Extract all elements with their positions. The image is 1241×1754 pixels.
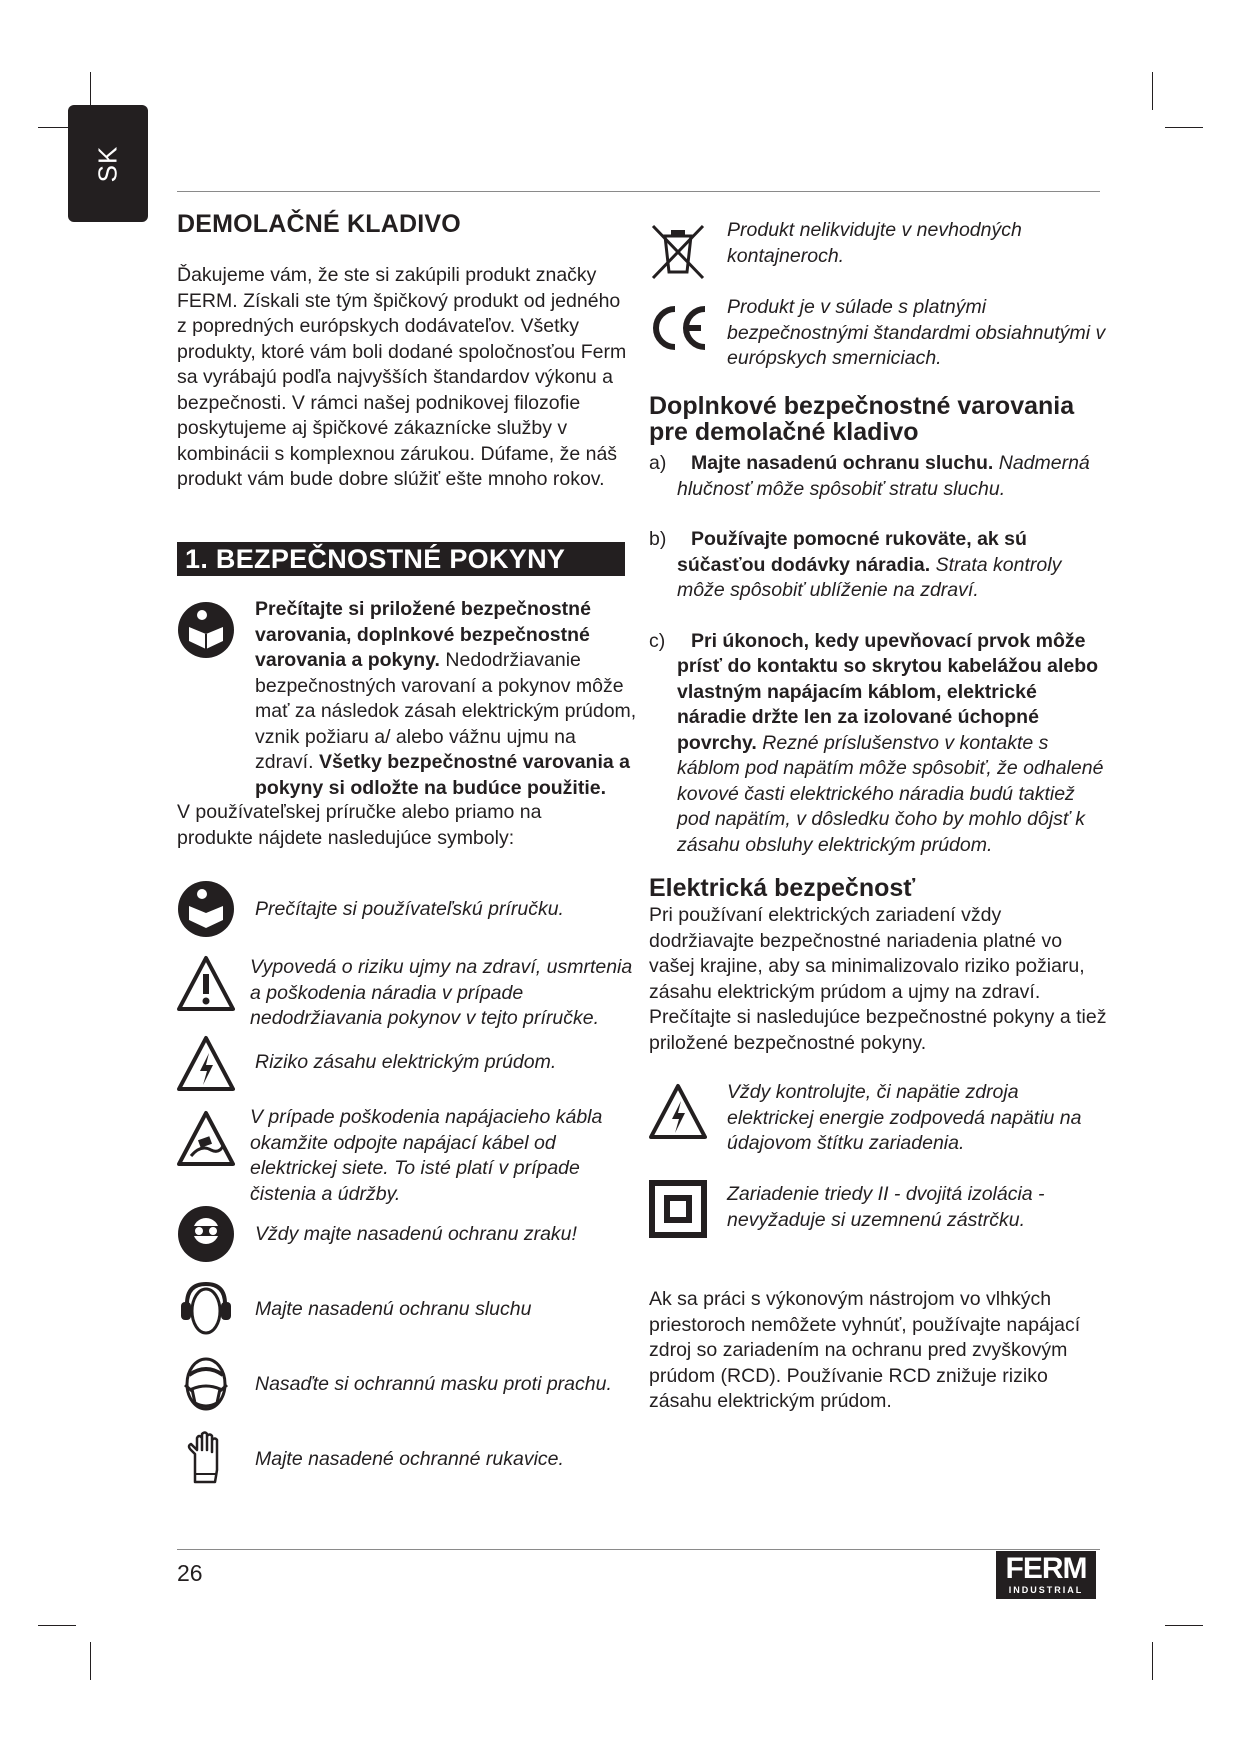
logo-sub-text: INDUSTRIAL [1008,1585,1084,1595]
safety-warning-text [177,597,639,801]
warning-item [649,629,1109,859]
weee-bin-icon [649,222,707,280]
electrical-safety-heading: Elektrická bezpečnosť [649,874,916,902]
intro-paragraph: Ďakujeme vám, že ste si zakúpili produkt značky FERM. Získali ste tým špičkový produkt od jedného z popredných európskych dodávateľov. Všetky produkty, ktoré vám boli dodané spoločnosťou Ferm sa vyrábajú podľa najvyšších štandardov výkonu a bezpečnosti. V rámci našej podnikovej filozofie poskytujeme aj špičkové zákaznícke služby v kombinácii s komplexnou zárukou. Dúfame, že náš produkt vám bude dobre slúžiť ešte mnoho rokov. [177,264,627,490]
voltage-warning-icon [649,1083,707,1141]
symbol-text: Produkt nelikvidujte v nevhodných kontajneroch. [727,219,1022,267]
symbol-text: Nasaďte si ochrannú masku proti prachu. [255,1373,612,1395]
warning-item-bold: Pri úkonoch, kedy upevňovací prvok môže prísť do kontaktu so skrytou kabelážou alebo vlastným napájacím káblom, elektrické náradie držte len za izolované úchopné povrchy. [677,629,1099,754]
safety-warning-block [177,597,639,801]
section-heading: 1. BEZPEČNOSTNÉ POKYNY [177,542,625,576]
warning-item [649,527,1109,604]
electrical-safety-text: Pri používaní elektrických zariadení vždy dodržiavajte bezpečnostné nariadenia platné vo vašej krajine, aby sa minimalizovalo riziko požiaru, zásahu elektrickým prúdom a ujmy na zdraví. Prečítajte si nasledujúce bezpečnostné pokyny a tiež priložené bezpečnostné pokyny. [649,904,1107,1054]
symbol-text: Vždy kontrolujte, či napätie zdroja elektrickej energie zodpovedá napätiu na údajovom štítku zariadenia. [727,1081,1082,1154]
damaged-cable-icon [177,1110,235,1168]
crop-mark [1152,72,1153,110]
logo-main-text: FERM [1005,1552,1087,1585]
symbol-text: V prípade poškodenia napájacieho kábla okamžite odpojte napájací kábel od elektrickej siete. To isté platí v prípade čistenia a údržby. [250,1106,603,1205]
safety-warning-bold: Prečítajte si priložené bezpečnostné varovania, doplnkové bezpečnostné varovania a pokyny. [255,598,591,671]
symbol-text: Vždy majte nasadenú ochranu zraku! [255,1223,577,1245]
eye-protection-icon [177,1205,235,1263]
language-tab-label: SK [92,145,123,182]
symbol-text: Riziko zásahu elektrickým prúdom. [255,1051,557,1073]
symbol-text: Prečítajte si používateľskú príručku. [255,898,564,920]
electric-shock-icon [177,1035,235,1093]
crop-mark [90,1642,91,1680]
additional-warnings-heading: Doplnkové bezpečnostné varovania pre demolačné kladivo [649,392,1075,446]
safety-warning-bold-2: Všetky bezpečnostné varovania a pokyny si odložte na budúce použitie. [255,751,630,799]
crop-mark [1152,1642,1153,1680]
ferm-logo [996,1551,1096,1599]
crop-mark [1165,1625,1203,1626]
crop-mark [38,1625,76,1626]
gloves-icon [177,1430,235,1488]
manual-icon [177,601,235,659]
top-rule [177,191,1100,192]
warning-item-italic: Rezné príslušenstvo v kontakte s káblom pod napätím môže spôsobiť, že odhalené kovové časti elektrického náradia budú taktiež pod napätím, v dôsledku čoho by mohlo dôjsť k zásahu obsluhy elektrickým prúdom. [677,731,1104,856]
page-title: DEMOLAČNÉ KLADIVO [177,210,461,238]
ear-protection-icon [177,1280,235,1338]
warning-item-label: a) [649,452,667,474]
warning-item-bold: Majte nasadenú ochranu sluchu. [691,452,994,474]
language-tab [68,105,148,222]
safety-warning-body: Nedodržiavanie bezpečnostných varovaní a pokynov môže mať za následok zásah elektrickým prúdom, vznik požiaru a/ alebo vážnu ujmu na zdraví. [255,649,637,773]
symbols-intro: V používateľskej príručke alebo priamo na produkte nájdete nasledujúce symboly: [177,801,542,849]
class-ii-icon [649,1180,707,1238]
additional-warnings [649,393,1109,858]
symbol-text: Majte nasadenú ochranu sluchu [255,1298,532,1320]
symbol-text: Majte nasadené ochranné rukavice. [255,1448,564,1470]
warning-item [649,451,1109,502]
warning-icon [177,955,235,1013]
bottom-rule [177,1549,1100,1550]
warning-item-label: c) [649,629,666,652]
symbol-text: Vypovedá o riziku ujmy na zdraví, usmrtenia a poškodenia náradia v prípade nedodržiavania pokynov v tejto príručke. [250,956,633,1029]
symbol-text: Zariadenie triedy II - dvojitá izolácia - nevyžaduje si uzemnenú zástrčku. [727,1183,1045,1231]
page-number: 26 [177,1560,203,1586]
electrical-safety [649,875,1109,1056]
left-column [177,210,637,493]
warning-item-italic: Strata kontroly môže spôsobiť ublíženie na zdraví. [677,553,1062,601]
warning-item-label: b) [649,528,667,550]
warning-item-italic: Nadmerná hlučnosť môže spôsobiť stratu sluchu. [677,452,1090,500]
warning-item-bold: Používajte pomocné rukoväte, ak sú súčasťou dodávky náradia. [677,528,1027,576]
crop-mark [1165,127,1203,128]
ce-mark-icon [649,299,707,357]
dust-mask-icon [177,1355,235,1413]
manual-icon [177,880,235,938]
symbol-text: Produkt je v súlade s platnými bezpečnostnými štandardmi obsiahnutými v európskych smerniciach. [727,296,1106,369]
rcd-text: Ak sa práci s výkonovým nástrojom vo vlhkých priestoroch nemôžete vyhnúť, používajte napájací zdroj so zariadením na ochranu pred zvyškovým prúdom (RCD). Používanie RCD znižuje riziko zásahu elektrickým prúdom. [649,1288,1081,1412]
